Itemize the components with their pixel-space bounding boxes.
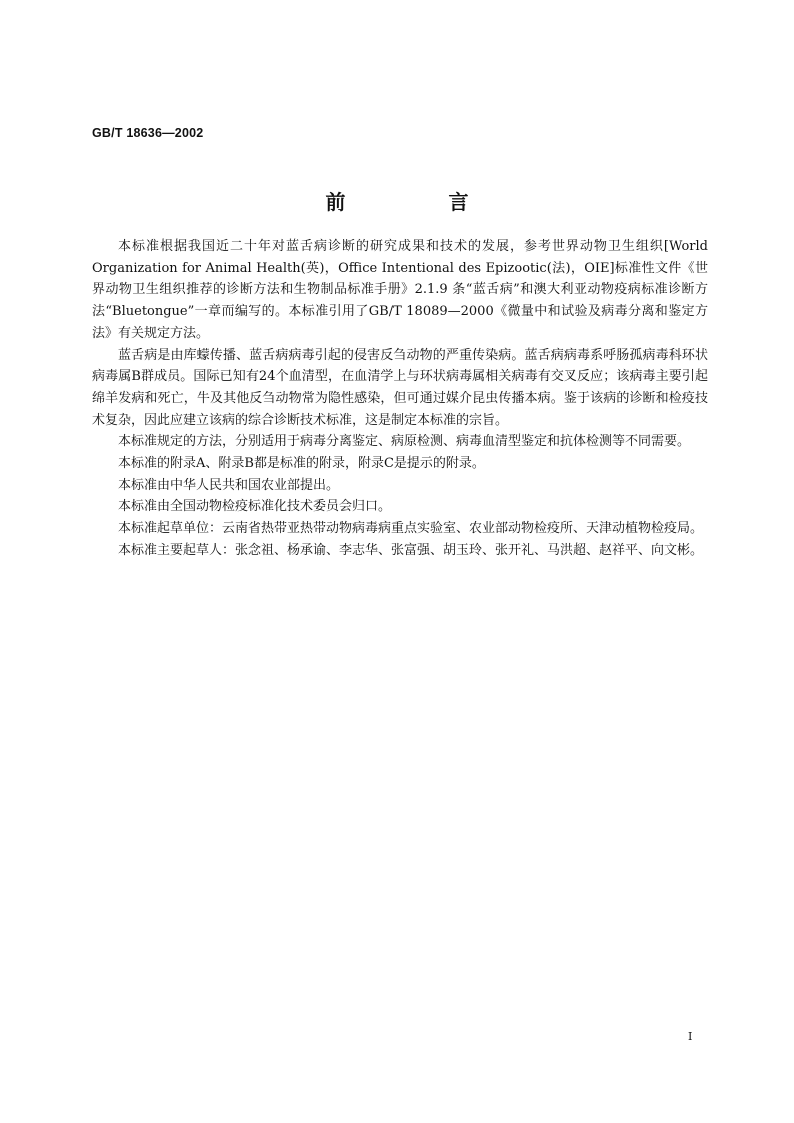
foreword-body xyxy=(92,236,708,562)
paragraph: 蓝舌病是由库蠓传播、蓝舌病病毒引起的侵害反刍动物的严重传染病。蓝舌病病毒系呼肠孤病毒科环状病毒属B群成员。国际已知有24个血清型，在血清学上与环状病毒属相关病毒有交叉反应；该病毒主要引起绵羊发病和死亡，牛及其他反刍动物常为隐性感染，但可通过媒介昆虫传播本病。鉴于该病的诊断和检疫技术复杂，因此应建立该病的综合诊断技术标准，这是制定本标准的宗旨。 xyxy=(92,347,708,428)
page-title: 前 言 xyxy=(325,190,517,214)
paragraph: 本标准由全国动物检疫标准化技术委员会归口。 xyxy=(118,499,392,515)
page-number: I xyxy=(688,1030,693,1043)
standard-number: GB/T 18636—2002 xyxy=(92,126,204,140)
paragraph: 本标准规定的方法，分别适用于病毒分离鉴定、病原检测、病毒血清型鉴定和抗体检测等不同需要。 xyxy=(118,434,691,450)
paragraph: 本标准根据我国近二十年对蓝舌病诊断的研究成果和技术的发展，参考世界动物卫生组织[World Organization for Animal Health(英)，Office Intentional des Epizootic(法)，OIE]标准性文件《世界动物卫生组织推荐的诊断方法和生物制品标准手册》2.1.9 条“蓝舌病”和澳大利亚动物疫病标准诊断方法“Bluetongue”一章而编写的。本标准引用了GB/T 18089—2000《微量中和试验及病毒分离和鉴定方法》有关规定方法。 xyxy=(92,239,708,341)
paragraph: 本标准主要起草人：张念祖、杨承谕、李志华、张富强、胡玉玲、张开礼、马洪超、赵祥平、向文彬。 xyxy=(118,542,704,558)
paragraph: 本标准起草单位：云南省热带亚热带动物病毒病重点实验室、农业部动物检疫所、天津动植物检疫局。 xyxy=(118,521,704,537)
paragraph: 本标准的附录A、附录B都是标准的附录，附录C是提示的附录。 xyxy=(118,456,485,472)
paragraph: 本标准由中华人民共和国农业部提出。 xyxy=(118,477,340,493)
